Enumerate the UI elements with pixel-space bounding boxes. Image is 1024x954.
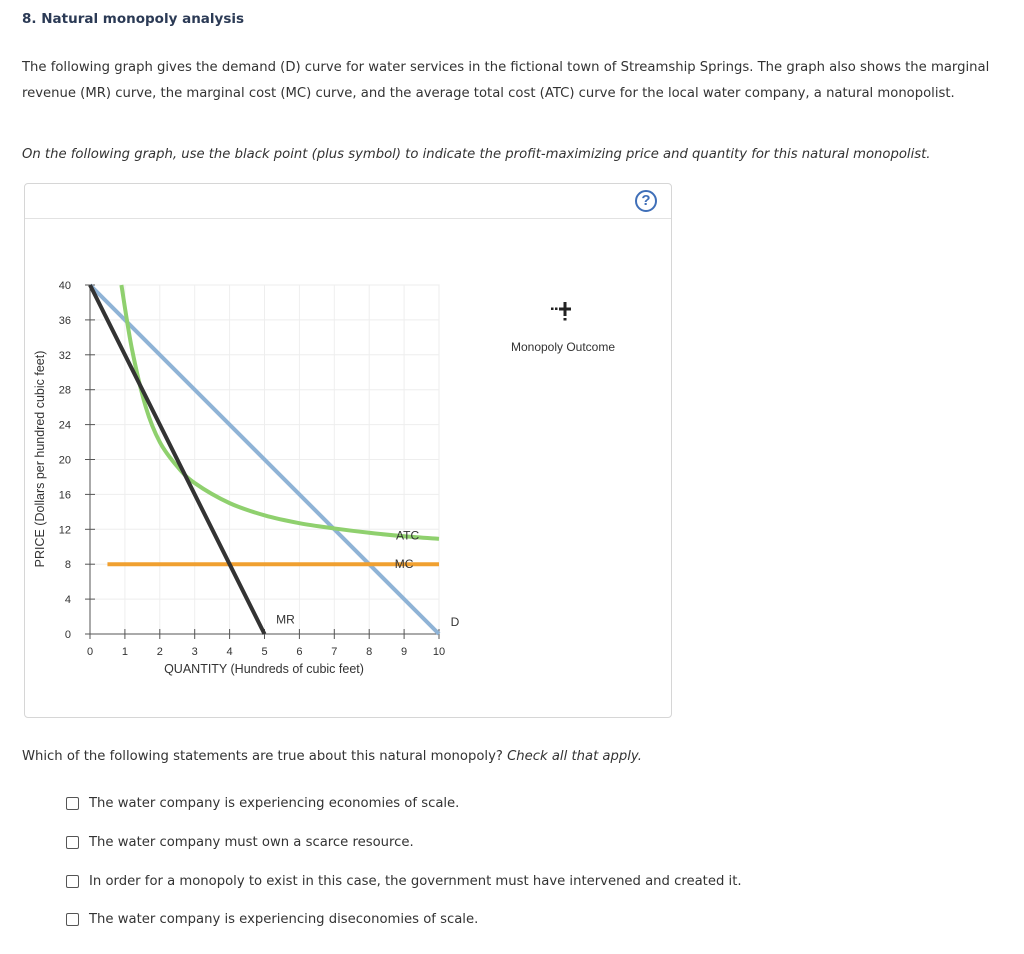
y-tick-label: 16 [58, 489, 71, 502]
option-economies-of-scale[interactable] [66, 793, 459, 813]
x-tick-label: 10 [432, 646, 446, 658]
x-tick-label: 7 [331, 646, 338, 658]
x-tick-label: 1 [121, 646, 128, 658]
option-label: In order for a monopoly to exist in this case, the government must have intervened and created it. [89, 873, 742, 889]
option-label: The water company must own a scarce resource. [89, 834, 414, 850]
y-tick-label: 12 [58, 524, 71, 537]
x-tick-label: 9 [401, 646, 408, 658]
option-diseconomies-of-scale[interactable] [66, 909, 478, 929]
y-tick-label: 0 [64, 629, 71, 641]
x-axis-title: QUANTITY (Hundreds of cubic feet) [164, 662, 364, 676]
x-tick-label: 3 [191, 646, 198, 658]
option-government-created[interactable] [66, 871, 742, 891]
checkbox-economies-of-scale[interactable] [66, 797, 79, 810]
monopoly-outcome-tool[interactable] [511, 302, 615, 354]
option-label: The water company is experiencing diseconomies of scale. [89, 911, 479, 927]
x-tick-label: 2 [156, 646, 163, 658]
y-tick-label: 40 [58, 280, 71, 292]
graph-panel [24, 183, 672, 718]
section-title: 8. Natural monopoly analysis [22, 11, 245, 27]
curve-label-atc: ATC [396, 528, 420, 543]
x-tick-label: 5 [261, 646, 268, 658]
checkbox-diseconomies-of-scale[interactable] [66, 913, 79, 926]
y-axis-title: PRICE (Dollars per hundred cubic feet) [33, 350, 47, 568]
y-tick-label: 24 [58, 419, 71, 432]
x-tick-label: 4 [226, 646, 233, 658]
intro-paragraph: The following graph gives the demand (D) curve for water services in the fictional town of Streamship Springs. The graph also shows the marginal revenue (MR) curve, the marginal cost (MC) curve, and the average total cost (ATC) curve for the local water company, a natural monopolist. [22, 60, 990, 101]
curve-label-mr: MR [276, 612, 295, 627]
x-tick-label: 6 [296, 646, 303, 658]
question-text [22, 749, 642, 764]
monopoly-outcome-label: Monopoly Outcome [510, 340, 616, 354]
y-tick-label: 28 [58, 384, 71, 397]
question-mark-icon: ? [641, 192, 651, 209]
option-scarce-resource[interactable] [66, 832, 414, 852]
curve-label-mc: MC [394, 557, 414, 572]
curve-label-d: D [450, 615, 460, 629]
y-tick-label: 36 [58, 314, 71, 327]
y-tick-label: 4 [64, 594, 71, 607]
option-label: The water company is experiencing economies of scale. [89, 795, 460, 811]
chart-curve-labels [276, 528, 460, 629]
x-tick-label: 8 [366, 646, 373, 658]
y-tick-label: 32 [58, 349, 71, 362]
monopoly-chart[interactable] [25, 184, 671, 717]
x-tick-label: 0 [86, 646, 94, 658]
curve-atc [121, 285, 439, 539]
question-hint: Check all that apply. [507, 749, 642, 764]
question-prompt: Which of the following statements are true about this natural monopoly? [22, 749, 503, 764]
y-tick-label: 20 [58, 454, 71, 467]
checkbox-government-created[interactable] [66, 875, 79, 888]
checkbox-scarce-resource[interactable] [66, 836, 79, 849]
plus-point-icon[interactable] [551, 302, 571, 321]
graph-instruction: On the following graph, use the black point (plus symbol) to indicate the profit-maximizing price and quantity for this natural monopolist. [22, 147, 931, 162]
y-tick-label: 8 [64, 559, 71, 572]
